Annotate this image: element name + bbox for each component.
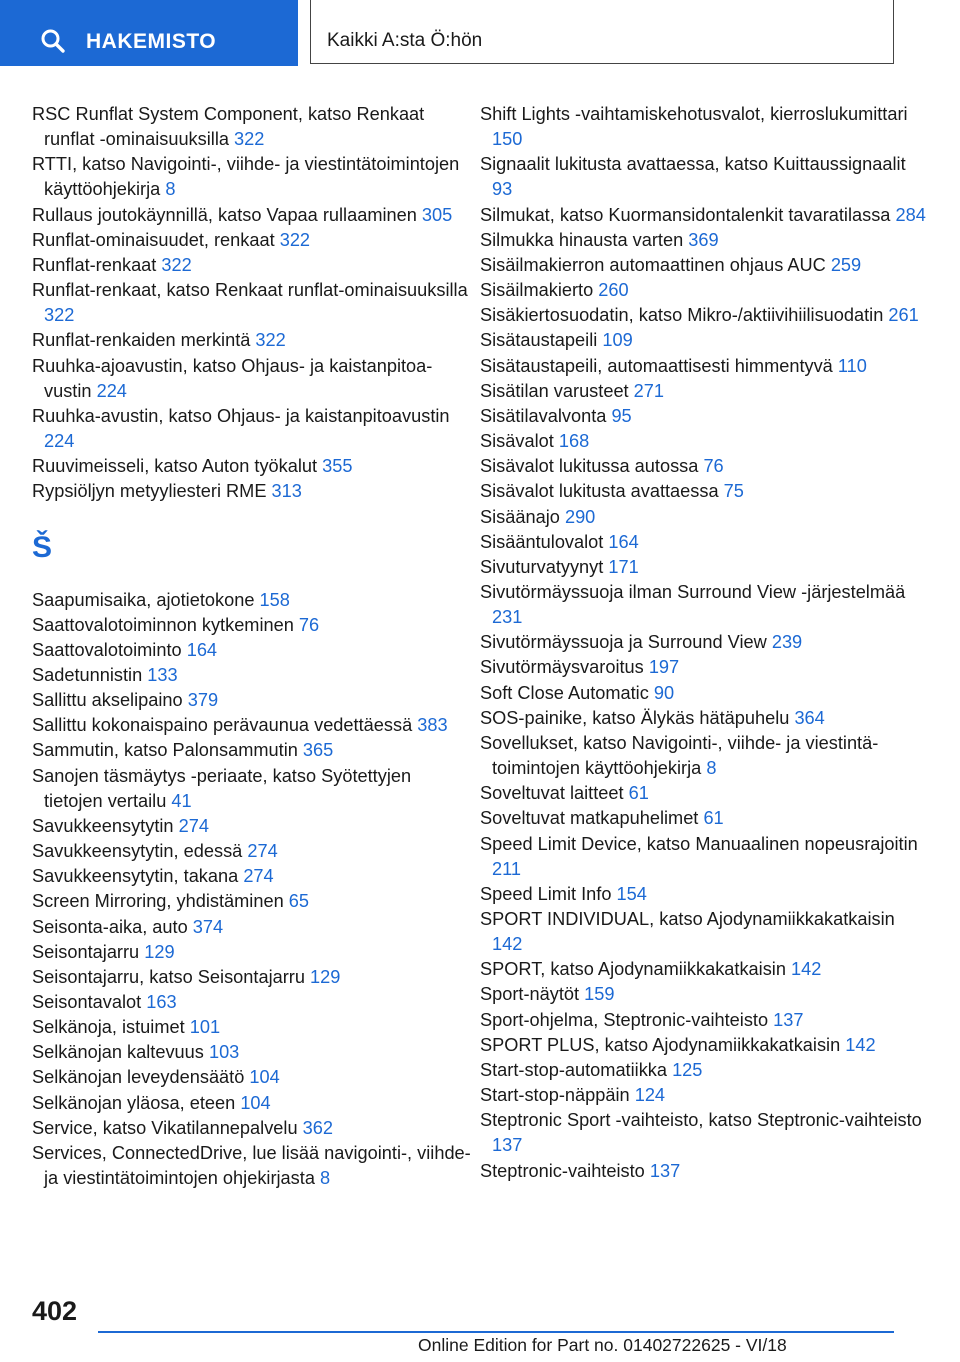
search-icon — [40, 28, 66, 54]
page-link[interactable]: 313 — [271, 481, 302, 502]
index-entry — [480, 1058, 930, 1083]
index-entry-text: Sisätilavalvonta — [480, 405, 607, 426]
index-entry — [32, 253, 472, 278]
page-link[interactable]: 259 — [830, 254, 862, 275]
index-entry — [480, 152, 930, 202]
index-entry-text: Saattovalotoiminto — [32, 639, 182, 660]
index-entry-text: Runflat-renkaat, katso Renkaat runflat-ominaisuuksilla — [32, 280, 468, 301]
page-link[interactable]: 322 — [279, 229, 311, 250]
index-entry — [480, 505, 930, 530]
index-entry-text: Runflat-renkaat — [32, 254, 157, 275]
index-entry — [32, 915, 472, 940]
page-link[interactable]: 137 — [649, 1160, 681, 1181]
index-entry-text: Seisontajarru — [32, 941, 140, 962]
page-number: 402 — [32, 1296, 78, 1326]
index-entry-text: Sallittu kokonaispaino perävaunua vedettäessä — [32, 715, 413, 736]
index-entry-text: Signaalit lukitusta avattaessa, katso Kuittaussignaalit — [480, 154, 906, 175]
page-link[interactable]: 104 — [249, 1067, 280, 1088]
index-entry-text: Sadetunnistin — [32, 664, 143, 685]
index-entry — [32, 588, 472, 613]
index-entry — [32, 940, 472, 965]
index-entry — [480, 832, 930, 882]
index-entry — [32, 1065, 472, 1090]
page-link[interactable]: 284 — [895, 204, 926, 225]
index-entry — [32, 454, 472, 479]
index-entry-text: Rullaus joutokäynnillä, katso Vapaa rullaaminen — [32, 204, 417, 225]
index-entry-text: Sport-näytöt — [480, 984, 580, 1005]
page-link[interactable]: 142 — [791, 959, 822, 980]
index-entry — [32, 1015, 472, 1040]
page-link[interactable]: 110 — [837, 355, 867, 376]
index-tab-label: HAKEMISTO — [86, 30, 217, 53]
page-link[interactable]: 322 — [234, 129, 265, 150]
page-link[interactable]: 322 — [255, 330, 286, 351]
page-link[interactable]: 364 — [794, 707, 825, 728]
index-entry-text: Sovellukset, katso Navigointi-, viihde- ja viestintätoimintojen käyttöohjekirja — [480, 732, 879, 779]
index-entry — [480, 731, 930, 781]
index-entry-text: Screen Mirroring, yhdistäminen — [32, 891, 284, 912]
page-link[interactable]: 164 — [186, 639, 218, 660]
index-tab[interactable] — [0, 0, 298, 66]
index-entry-text: Sisävalot — [480, 431, 554, 452]
index-entry-text: Shift Lights -vaihtamiskehotusvalot, kierroslukumittari — [480, 104, 908, 124]
index-column-right — [480, 102, 930, 1184]
index-entry — [32, 713, 472, 738]
index-entry-text: Start-stop-automatiikka — [480, 1059, 667, 1080]
page-link[interactable]: 159 — [584, 984, 615, 1005]
index-entry-text: Sivutörmäyssuoja ja Surround View — [480, 632, 767, 653]
index-entry-text: Seisontajarru, katso Seisontajarru — [32, 966, 305, 987]
page-link[interactable]: 61 — [703, 808, 724, 829]
page-link[interactable]: 129 — [310, 966, 341, 987]
section-letter: Š — [32, 530, 53, 564]
index-entry-text: Seisonta-aika, auto — [32, 916, 188, 937]
index-entry — [480, 253, 930, 278]
index-entry-text: Sisäilmakierto — [480, 280, 594, 301]
page-link[interactable]: 274 — [247, 841, 278, 862]
page-link[interactable]: 158 — [259, 589, 290, 610]
index-entry — [32, 1040, 472, 1065]
index-entry — [480, 1159, 930, 1184]
index-entry — [480, 982, 930, 1007]
page-link[interactable]: 8 — [706, 758, 717, 779]
index-entry-text: Sisätaustapeili, automaattisesti himmentyvä — [480, 355, 833, 376]
index-entry — [32, 1091, 472, 1116]
index-entry-text: Selkänojan yläosa, eteen — [32, 1092, 236, 1113]
index-entry-text: RSC Runflat System Component, katso Renkaat runflat -ominaisuuksilla — [32, 104, 425, 150]
index-entry — [480, 882, 930, 907]
index-entry-text: Saapumisaika, ajotietokone — [32, 589, 255, 610]
page-link[interactable]: 374 — [192, 916, 224, 937]
index-list-s — [32, 588, 472, 1192]
index-entry-text: Savukkeensytytin, edessä — [32, 841, 243, 862]
index-entry — [32, 738, 472, 763]
index-entry-text: Sisävalot lukitussa autossa — [480, 456, 699, 477]
index-entry — [32, 638, 472, 663]
index-entry — [480, 328, 930, 353]
index-entry — [32, 764, 472, 814]
page-link[interactable]: 163 — [146, 992, 177, 1012]
index-entry — [32, 354, 472, 404]
page-link[interactable]: 125 — [672, 1059, 703, 1080]
index-entry-text: Sisätaustapeili — [480, 330, 598, 351]
index-entry-text: Selkänoja, istuimet — [32, 1017, 185, 1038]
index-entry — [32, 1116, 472, 1141]
index-entry-text: Sisääntulovalot — [480, 531, 604, 552]
a-to-z-tab[interactable] — [310, 0, 894, 64]
page-link[interactable]: 274 — [243, 866, 274, 887]
index-entry-text: Sport-ohjelma, Steptronic-vaihteisto — [480, 1009, 769, 1030]
index-entry — [32, 278, 472, 328]
index-entry-text: Speed Limit Info — [480, 883, 612, 904]
index-entry — [480, 630, 930, 655]
index-entry — [480, 555, 930, 580]
page-link[interactable]: 171 — [608, 556, 639, 577]
page-link[interactable]: 211 — [492, 858, 521, 879]
index-entry — [32, 688, 472, 713]
index-entry — [480, 379, 930, 404]
index-column-left — [32, 102, 472, 1191]
page-link[interactable]: 75 — [723, 481, 744, 502]
a-to-z-tab-label: Kaikki A:sta Ö:hön — [327, 30, 483, 51]
index-entry — [480, 1083, 930, 1108]
index-entry — [480, 957, 930, 982]
index-entry-text: Sanojen täsmäytys -periaate, katso Syötettyjen tietojen vertailu — [32, 765, 412, 811]
page-link[interactable]: 133 — [147, 664, 178, 685]
page-link[interactable]: 305 — [421, 204, 453, 225]
index-entry — [32, 228, 472, 253]
index-entry — [480, 429, 930, 454]
index-entry — [480, 655, 930, 680]
index-list-r — [32, 102, 472, 505]
index-entry — [32, 613, 472, 638]
index-entry — [32, 889, 472, 914]
page-link[interactable]: 137 — [492, 1135, 523, 1156]
index-entry — [480, 1033, 930, 1058]
index-entry-text: Savukkeensytytin, takana — [32, 866, 239, 887]
index-entry-text: Sammutin, katso Palonsammutin — [32, 740, 298, 761]
index-entry-text: Sisäilmakierron automaattinen ohjaus AUC — [480, 254, 826, 275]
index-entry — [480, 228, 930, 253]
index-entry-text: Selkänojan leveydensäätö — [32, 1067, 245, 1088]
page-link[interactable]: 65 — [288, 891, 309, 912]
index-entry-text: Ruuvimeisseli, katso Auton työkalut — [32, 456, 318, 477]
page-link[interactable]: 224 — [44, 431, 75, 452]
page-link[interactable]: 150 — [492, 129, 523, 150]
page-link[interactable]: 61 — [628, 783, 649, 804]
index-entry-text: SPORT, katso Ajodynamiikkakatkaisin — [480, 959, 786, 980]
page-link[interactable]: 369 — [688, 229, 719, 250]
page-link[interactable]: 93 — [492, 179, 513, 200]
page-link[interactable]: 8 — [165, 179, 176, 200]
index-list-right — [480, 102, 930, 1184]
index-entry — [32, 864, 472, 889]
index-entry — [32, 814, 472, 839]
index-entry — [480, 1108, 930, 1158]
index-entry — [32, 479, 472, 504]
index-entry-text: Steptronic-vaihteisto — [480, 1160, 645, 1181]
page-link[interactable]: 365 — [302, 740, 334, 761]
index-entry-text: Ruuhka-ajoavustin, katso Ohjaus- ja kaistanpitoavustin — [32, 355, 433, 401]
index-entry-text: Start-stop-näppäin — [480, 1085, 630, 1106]
edition-text: Online Edition for Part no. 01402722625 - VI/18 — [418, 1335, 787, 1355]
index-entry-text: Savukkeensytytin — [32, 815, 174, 836]
index-entry — [32, 152, 472, 202]
index-entry — [480, 806, 930, 831]
page-link[interactable]: 76 — [298, 614, 320, 635]
index-entry-text: Service, katso Vikatilannepalvelu — [32, 1117, 298, 1138]
page-link[interactable]: 109 — [602, 330, 633, 351]
index-entry-text: SOS-painike, katso Älykäs hätäpuhelu — [480, 707, 790, 728]
index-entry — [32, 1141, 472, 1191]
index-entry — [480, 580, 930, 630]
index-entry — [32, 404, 472, 454]
page-link[interactable]: 76 — [703, 456, 724, 477]
index-entry-text: Sivutörmäyssuoja ilman Surround View -järjestelmää — [480, 581, 906, 602]
index-entry — [480, 404, 930, 429]
index-entry-text: Sisäänajo — [480, 506, 560, 527]
index-entry-text: Ruuhka-avustin, katso Ohjaus- ja kaistanpitoavustin — [32, 405, 450, 426]
index-entry — [480, 278, 930, 303]
index-entry — [480, 303, 930, 328]
page-link[interactable]: 224 — [96, 380, 127, 401]
page-link[interactable]: 104 — [240, 1092, 271, 1113]
footer-divider — [98, 1331, 894, 1333]
index-entry-text: Silmukka hinausta varten — [480, 229, 684, 250]
page-link[interactable]: 379 — [187, 690, 219, 711]
page-link[interactable]: 164 — [608, 531, 639, 552]
index-entry-text: Silmukat, katso Kuormansidontalenkit tavaratilassa — [480, 204, 891, 225]
page-link[interactable]: 383 — [417, 715, 448, 736]
page-link[interactable]: 103 — [208, 1042, 240, 1063]
index-entry-text: Sivutörmäysvaroitus — [480, 657, 644, 678]
page-link[interactable]: 90 — [653, 682, 675, 703]
index-entry-text: Saattovalotoiminnon kytkeminen — [32, 614, 294, 635]
page-link[interactable]: 142 — [492, 934, 523, 955]
index-entry — [480, 1008, 930, 1033]
page-link[interactable]: 142 — [845, 1034, 876, 1055]
index-entry-text: Steptronic Sport -vaihteisto, katso Steptronic-vaihteisto — [480, 1110, 922, 1131]
header — [0, 0, 960, 66]
index-entry — [32, 328, 472, 353]
page-link[interactable]: 290 — [564, 506, 596, 527]
index-entry — [480, 530, 930, 555]
index-entry — [32, 663, 472, 688]
index-entry — [480, 706, 930, 731]
page-link[interactable]: 362 — [302, 1117, 333, 1138]
page-link[interactable]: 95 — [611, 405, 632, 426]
index-entry-text: SPORT INDIVIDUAL, katso Ajodynamiikkakatkaisin — [480, 909, 895, 929]
page-link[interactable]: 168 — [558, 431, 590, 452]
page-link[interactable]: 271 — [633, 380, 665, 401]
page-link[interactable]: 239 — [771, 632, 803, 653]
index-entry-text: Services, ConnectedDrive, lue lisää navigointi-, viihde- ja viestintätoimintojen ohjekirjasta — [32, 1142, 471, 1189]
index-entry-text: Runflat-renkaiden merkintä — [32, 330, 251, 351]
page-link[interactable]: 41 — [171, 790, 192, 811]
index-entry — [480, 781, 930, 806]
index-entry-text: Sisävalot lukitusta avattaessa — [480, 481, 719, 502]
page-link[interactable]: 197 — [648, 657, 680, 678]
index-entry — [480, 203, 930, 228]
page-link[interactable]: 8 — [320, 1168, 331, 1189]
index-entry — [32, 965, 472, 990]
page-link[interactable]: 260 — [598, 280, 629, 301]
index-entry — [480, 681, 930, 706]
index-entry — [32, 102, 472, 152]
index-entry — [480, 102, 930, 152]
page-link[interactable]: 124 — [634, 1085, 666, 1106]
page-link[interactable]: 322 — [44, 305, 75, 326]
index-entry — [480, 907, 930, 957]
page-link[interactable]: 129 — [144, 941, 175, 962]
page-link[interactable]: 154 — [616, 883, 647, 904]
index-entry — [480, 354, 930, 379]
page-link[interactable]: 101 — [189, 1017, 221, 1038]
index-entry-text: Runflat-ominaisuudet, renkaat — [32, 229, 275, 250]
page-link[interactable]: 322 — [161, 254, 192, 275]
index-entry — [32, 990, 472, 1015]
index-entry-text: Speed Limit Device, katso Manuaalinen nopeusrajoitin — [480, 833, 918, 854]
page-link[interactable]: 274 — [178, 815, 209, 836]
page-link[interactable]: 261 — [888, 305, 919, 326]
index-entry-text: Sisätilan varusteet — [480, 380, 629, 401]
page-link[interactable]: 231 — [492, 607, 523, 628]
index-entry-text: Selkänojan kaltevuus — [32, 1042, 204, 1063]
index-entry-text: SPORT PLUS, katso Ajodynamiikkakatkaisin — [480, 1034, 841, 1055]
index-entry-text: Soft Close Automatic — [480, 682, 649, 703]
index-entry-text: Sisäkiertosuodatin, katso Mikro-/aktiivihiilisuodatin — [480, 305, 884, 326]
index-entry — [32, 203, 472, 228]
page-link[interactable]: 355 — [322, 456, 353, 477]
index-entry-text: Seisontavalot — [32, 992, 142, 1012]
index-entry-text: Soveltuvat matkapuhelimet — [480, 808, 699, 829]
index-entry-text: Rypsiöljyn metyyliesteri RME — [32, 481, 267, 502]
index-entry-text: Sallittu akselipaino — [32, 690, 183, 711]
index-entry — [480, 479, 930, 504]
index-entry — [32, 839, 472, 864]
page-link[interactable]: 137 — [773, 1009, 804, 1030]
index-entry-text: RTTI, katso Navigointi-, viihde- ja viestintätoimintojen käyttöohjekirja — [32, 154, 460, 200]
index-entry-text: Soveltuvat laitteet — [480, 783, 624, 804]
index-entry-text: Sivuturvatyynyt — [480, 556, 604, 577]
index-entry — [480, 454, 930, 479]
